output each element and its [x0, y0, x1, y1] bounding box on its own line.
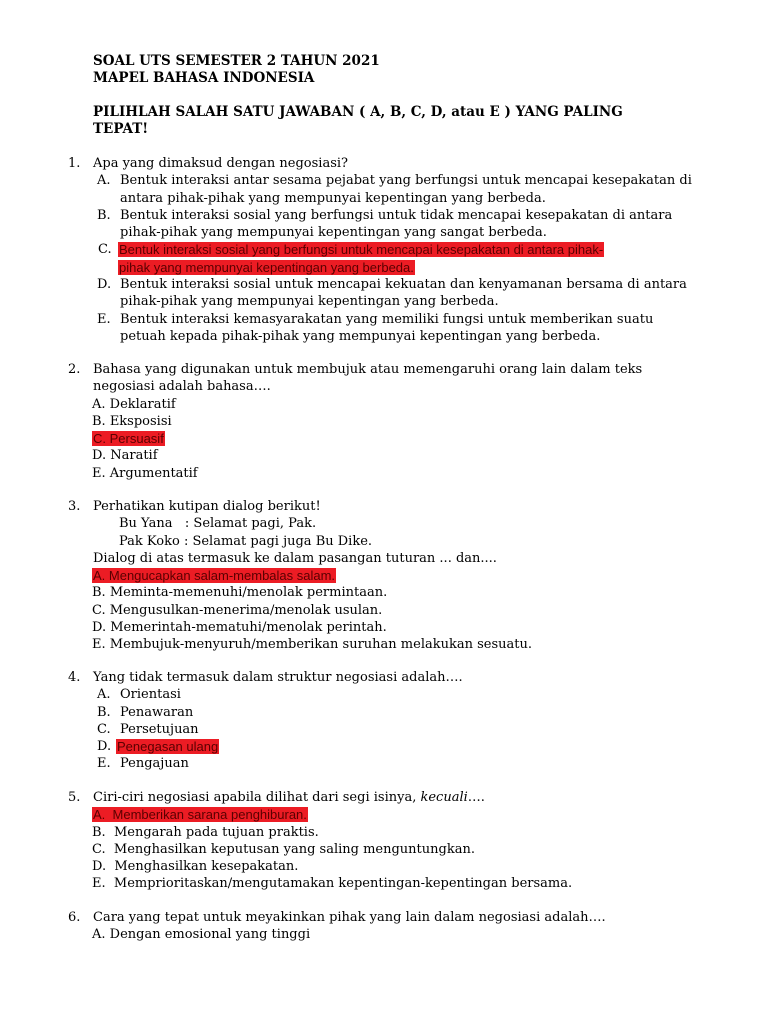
option-d: D. Menghasilkan kesepakatan. — [92, 859, 299, 875]
option-d: D. Naratif — [92, 448, 158, 464]
option-e: E. Argumentatif — [92, 465, 198, 481]
option-d-correct — [0, 738, 768, 755]
option-text: Pengajuan — [120, 756, 189, 772]
exam-title: SOAL UTS SEMESTER 2 TAHUN 2021 — [93, 53, 380, 69]
option-text-cont: pihak-pihak yang mempunyai kepentingan yang berbeda. — [120, 294, 499, 310]
option-letter: C. — [98, 242, 112, 258]
highlighted-answer-cont: pihak yang mempunyai kepentingan yang berbeda. — [119, 259, 414, 275]
option-letter: A. — [97, 687, 111, 703]
option-e: E. Memprioritaskan/mengutamakan kepentingan-kepentingan bersama. — [92, 876, 573, 892]
option-text-cont: pihak-pihak yang mempunyai kepentingan yang sangat berbeda. — [120, 225, 547, 241]
option-text: Penawaran — [120, 704, 194, 720]
question-number: 6. — [68, 910, 81, 925]
option-b: B. Meminta-memenuhi/menolak permintaan. — [92, 585, 388, 601]
option-text: Bentuk interaksi sosial yang berfungsi untuk tidak mencapai kesepakatan di antara — [120, 207, 673, 223]
option-a-correct: A. Memberikan sarana penghiburan. — [93, 807, 307, 823]
subject-title: MAPEL BAHASA INDONESIA — [93, 70, 315, 86]
option-a: A. Deklaratif — [92, 396, 176, 412]
highlighted-answer: Bentuk interaksi sosial yang berfungsi untuk mencapai kesepakatan di antara pihak- — [119, 242, 604, 258]
question-number: 3. — [68, 499, 81, 514]
instruction-line-1: PILIHLAH SALAH SATU JAWABAN ( A, B, C, D, atau E ) YANG PALING — [93, 104, 623, 120]
question-5 — [0, 789, 768, 893]
option-letter: A. — [97, 173, 111, 189]
dialog-line-1: Bu Yana : Selamat pagi, Pak. — [119, 516, 317, 532]
option-b — [0, 207, 768, 224]
option-letter: C. — [97, 721, 111, 737]
option-text: Orientasi — [120, 687, 181, 703]
option-letter: E. — [97, 311, 111, 327]
option-d — [0, 276, 768, 293]
option-a-correct: A. Mengucapkan salam-membalas salam. — [93, 568, 336, 584]
question-number: 1. — [68, 156, 81, 171]
question-1 — [0, 155, 768, 345]
option-e: E. Membujuk-menyuruh/memberikan suruhan melakukan sesuatu. — [92, 637, 533, 653]
option-b: B. Eksposisi — [92, 413, 172, 429]
option-c: C. Menghasilkan keputusan yang saling menguntungkan. — [92, 841, 475, 857]
option-text: Bentuk interaksi antar sesama pejabat yang berfungsi untuk mencapai kesepakatan di — [120, 173, 692, 189]
option-c-correct: C. Persuasif — [93, 431, 164, 447]
option-a: A. Dengan emosional yang tinggi — [92, 927, 311, 943]
option-letter: B. — [97, 704, 111, 720]
option-letter: D. — [97, 277, 112, 293]
dialog-line-2: Pak Koko : Selamat pagi juga Bu Dike. — [119, 533, 373, 549]
option-c-correct — [0, 241, 768, 258]
question-stem-2: Dialog di atas termasuk ke dalam pasangan tuturan ... dan.... — [93, 550, 497, 566]
option-d: D. Memerintah-mematuhi/menolak perintah. — [92, 620, 387, 636]
question-stem: Cara yang tepat untuk meyakinkan pihak yang lain dalam negosiasi adalah…. — [93, 910, 606, 925]
option-e — [0, 755, 768, 772]
option-b: B. Mengarah pada tujuan praktis. — [92, 824, 319, 840]
question-stem: Perhatikan kutipan dialog berikut! — [93, 499, 321, 514]
option-text: Bentuk interaksi sosial untuk mencapai kekuatan dan kenyamanan bersama di antara — [120, 277, 687, 293]
question-4 — [0, 669, 768, 773]
instruction-line-2: TEPAT! — [93, 121, 149, 137]
option-c: C. Mengusulkan-menerima/menolak usulan. — [92, 602, 383, 618]
option-a — [0, 172, 768, 189]
question-number: 5. — [68, 790, 81, 805]
question-3 — [0, 498, 768, 654]
highlighted-answer: Penegasan ulang — [117, 739, 219, 755]
option-letter: B. — [97, 207, 111, 223]
question-stem-cont: negosiasi adalah bahasa…. — [93, 379, 271, 395]
question-6 — [0, 909, 768, 944]
question-stem: Apa yang dimaksud dengan negosiasi? — [93, 156, 349, 171]
option-c — [0, 721, 768, 738]
option-text-cont: antara pihak-pihak yang mempunyai kepentingan yang berbeda. — [120, 190, 546, 206]
option-text-cont: petuah kepada pihak-pihak yang mempunyai kepentingan yang berbeda. — [120, 328, 601, 344]
italic-kecuali: kecuali — [420, 790, 468, 805]
option-a — [0, 686, 768, 703]
option-letter: E. — [97, 756, 111, 772]
option-text: Persetujuan — [120, 721, 199, 737]
option-e — [0, 311, 768, 328]
question-stem: Ciri-ciri negosiasi apabila dilihat dari segi isinya, kecuali…. — [93, 790, 485, 805]
question-2 — [0, 361, 768, 482]
option-letter: D. — [97, 739, 112, 755]
question-number: 4. — [68, 670, 81, 685]
question-stem: Bahasa yang digunakan untuk membujuk atau memengaruhi orang lain dalam teks — [93, 362, 643, 377]
option-text: Bentuk interaksi kemasyarakatan yang memiliki fungsi untuk memberikan suatu — [120, 311, 654, 327]
option-b — [0, 704, 768, 721]
question-number: 2. — [68, 362, 81, 377]
question-stem: Yang tidak termasuk dalam struktur negosiasi adalah…. — [93, 670, 463, 685]
